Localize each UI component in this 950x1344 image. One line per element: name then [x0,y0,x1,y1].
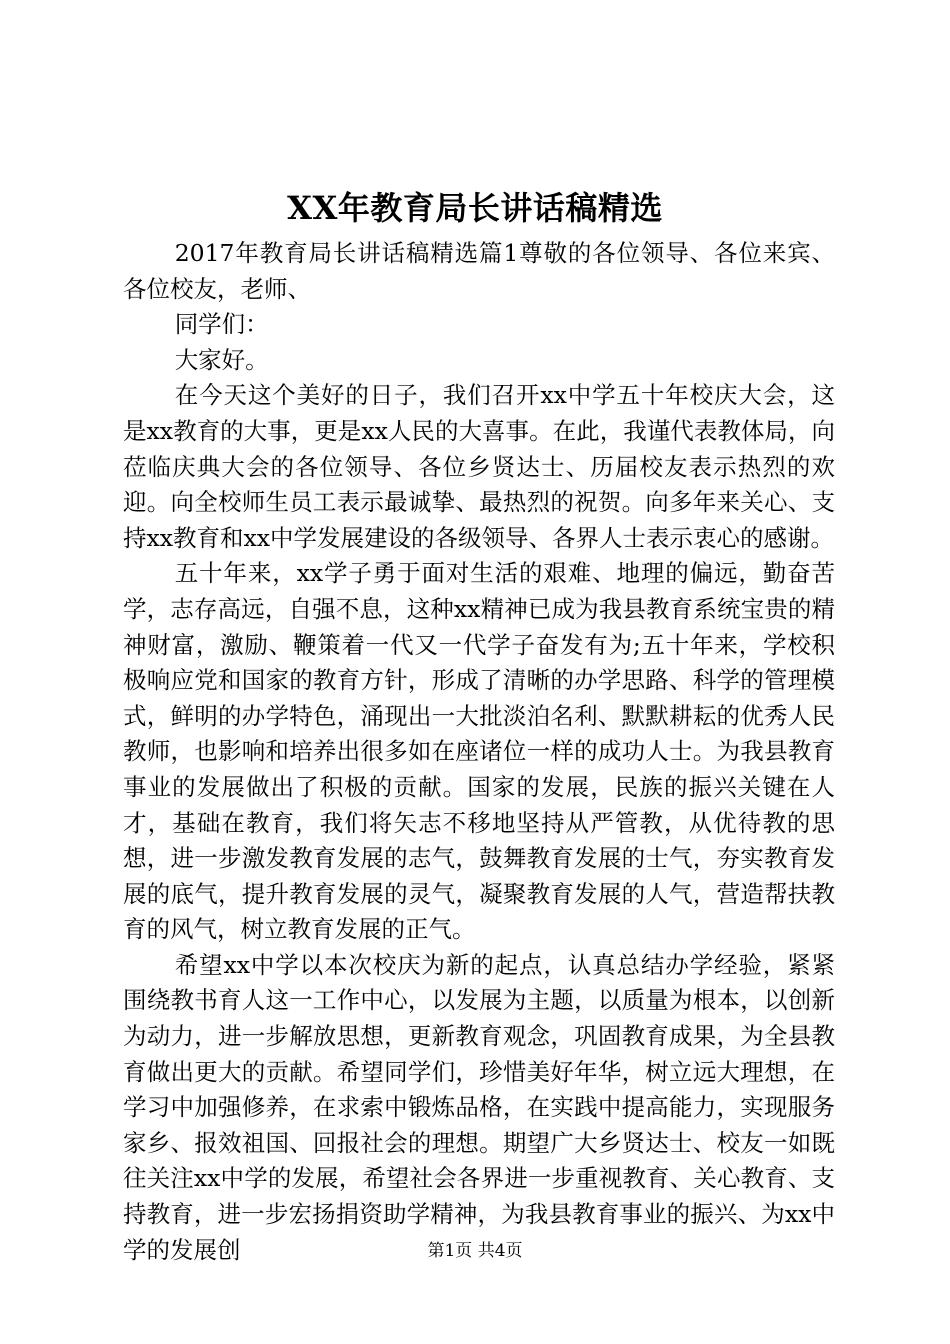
paragraph-welcome: 在今天这个美好的日子，我们召开xx中学五十年校庆大会，这是xx教育的大事，更是xx人民的大喜事。在此，我谨代表教体局，向莅临庆典大会的各位领导、各位乡贤达士、历届校友表示热烈的欢迎。向全校师生员工表示最诚挚、最热烈的祝贺。向多年来关心、支持xx教育和xx中学发展建设的各级领导、各界人士表示衷心的感谢。 [123,381,835,552]
document-body [123,236,835,1268]
page-footer: 第1页 共4页 [427,1241,523,1261]
paragraph-fifty-years: 五十年来，xx学子勇于面对生活的艰难、地理的偏远，勤奋苦学，志存高远，自强不息，这种xx精神已成为我县教育系统宝贵的精神财富，激励、鞭策着一代又一代学子奋发有为;五十年来，学校积极响应党和国家的教育方针，形成了清晰的办学思路、科学的管理模式，鲜明的办学特色，涌现出一大批淡泊名利、默默耕耘的优秀人民教师，也影响和培养出很多如在座诸位一样的成功人士。为我县教育事业的发展做出了积极的贡献。国家的发展，民族的振兴关键在人才，基础在教育，我们将矢志不移地坚持从严管教，从优待教的思想，进一步激发教育发展的志气，鼓舞教育发展的士气，夯实教育发展的底气，提升教育发展的灵气，凝聚教育发展的人气，营造帮扶教育的风气，树立教育发展的正气。 [123,559,835,944]
paragraph-students: 同学们： [174,310,269,339]
document-title: XX年教育局长讲话稿精选 [287,189,663,227]
paragraph-hopes: 希望xx中学以本次校庆为新的起点，认真总结办学经验，紧紧围绕教书育人这一工作中心，以发展为主题，以质量为根本，以创新为动力，进一步解放思想，更新教育观念，巩固教育成果，为全县教育做出更大的贡献。希望同学们，珍惜美好年华，树立远大理想，在学习中加强修养，在求索中锻炼品格，在实践中提高能力，实现服务家乡、报效祖国、回报社会的理想。期望广大乡贤达士、校友一如既往关注xx中学的发展，希望社会各界进一步重视教育、关心教育、支持教育，进一步宏扬捐资助学精神，为我县教育事业的振兴、为xx中学的发展创 [123,950,835,1264]
paragraph-greeting: 大家好。 [174,345,269,374]
paragraph-salutation: 2017年教育局长讲话稿精选篇1尊敬的各位领导、各位来宾、各位校友，老师、 [123,239,835,303]
